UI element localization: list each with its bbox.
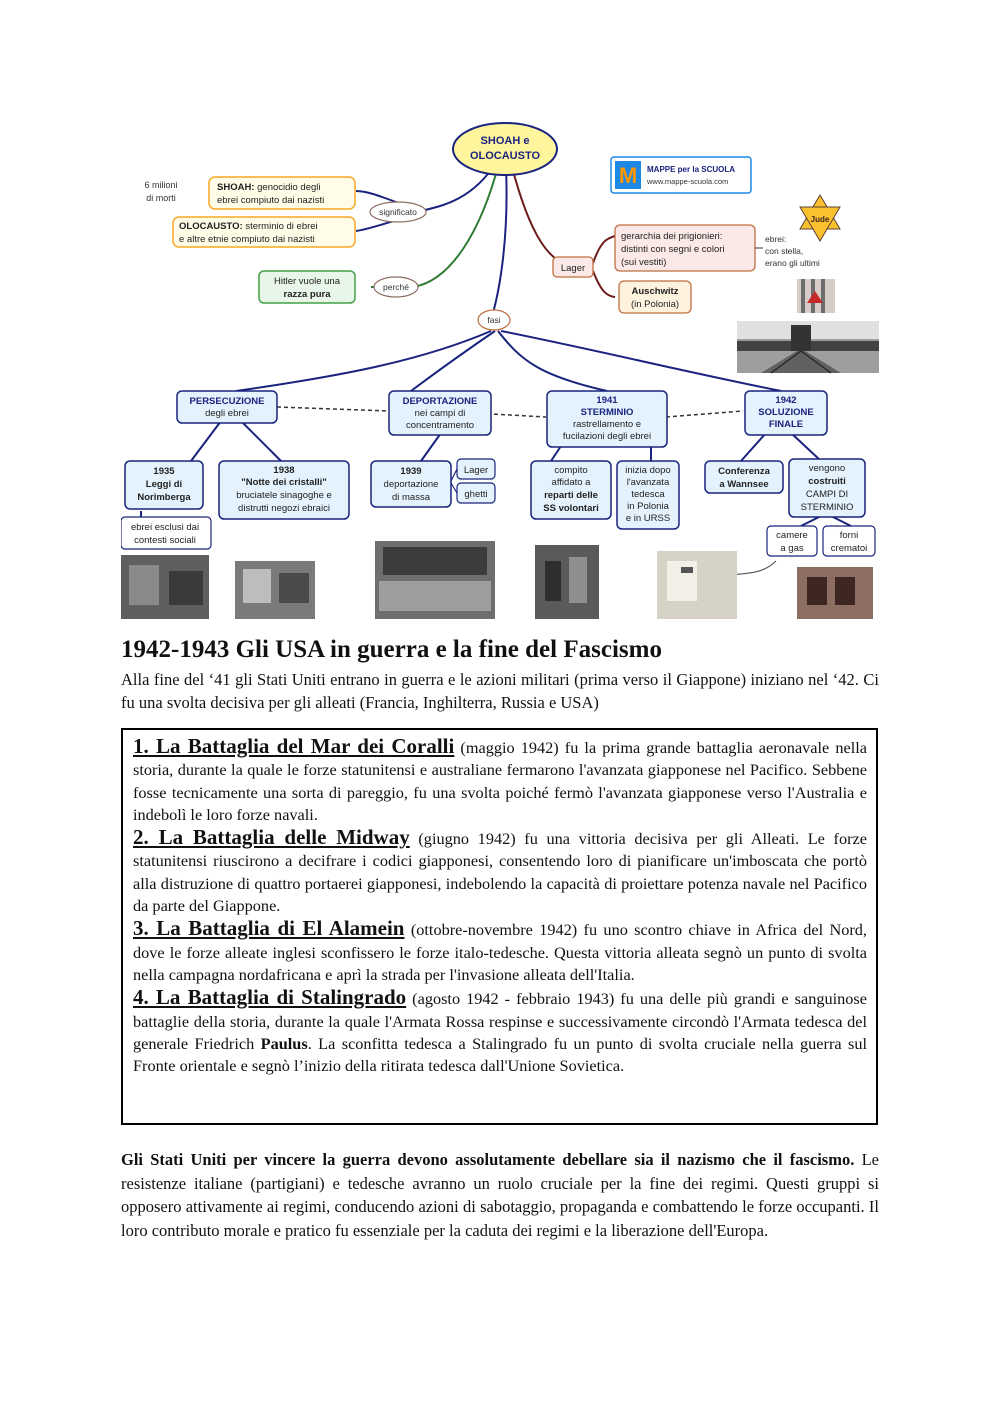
auschwitz-1: Auschwitz — [631, 286, 679, 297]
battle-4-bold: Paulus — [260, 1033, 308, 1053]
inizia-2: l'avanzata — [626, 477, 670, 488]
closing-paragraph — [121, 1148, 879, 1242]
intro-paragraph: Alla fine del ‘41 gli Stati Uniti entrano in guerra e le azioni militari (prima verso il Giappone) iniziano nel ‘42. Ci fu una svolta decisiva per gli alleati (Francia, Inghilterra, Russia e USA) — [121, 670, 879, 712]
compito-3: reparti delle — [544, 490, 598, 501]
shoah-line2: ebrei compiuto dai nazisti — [217, 195, 325, 206]
battle-1-title: 1. La Battaglia del Mar dei Coralli — [133, 734, 455, 758]
battle-4-text2: . La sconfitta tedesca a Stalingrado fu un punto di svolta cruciale nella guerra sul Fronte orientale e segnò l’inizio della ritirata tedesca dall'Unione Sovietica. — [133, 1033, 868, 1076]
fasi-label: fasi — [487, 315, 501, 325]
inizia-3: tedesca — [631, 489, 665, 500]
notte-4: distrutti negozi ebraici — [238, 503, 330, 514]
phase-4-sub1: SOLUZIONE — [758, 407, 814, 418]
six-million-1: 6 milioni — [144, 180, 178, 190]
page-title: 1942-1943 Gli USA in guerra e la fine del Fascismo — [121, 636, 662, 663]
center-node — [453, 123, 557, 175]
forni-1: forni — [839, 530, 859, 541]
perche-label: perché — [383, 282, 409, 292]
hitler-line2: razza pura — [283, 289, 331, 300]
photo-crematorium — [797, 567, 873, 619]
phase-3-sub2: rastrellamento e — [572, 419, 642, 430]
battle-2-title: 2. La Battaglia delle Midway — [133, 825, 410, 850]
closing-bold: Gli Stati Uniti per vincere la guerra devono assolutamente debellare sia il nazismo che il fascismo. — [121, 1150, 855, 1169]
svg-text:M: M — [618, 163, 638, 188]
shoah-rest: genocidio degli — [257, 182, 321, 193]
phase-2-title: DEPORTAZIONE — [402, 396, 478, 407]
ebrei-stella-1: ebrei: — [765, 234, 787, 244]
lager-label: Lager — [560, 263, 586, 274]
six-million-2: di morti — [146, 193, 176, 203]
compito-2: affidato a — [551, 477, 591, 488]
prisoner-uniform-image — [797, 279, 835, 313]
gerarchia-2: distinti con segni e colori — [621, 244, 725, 255]
wannsee-1: Conferenza — [718, 466, 770, 477]
notte-3: bruciatele sinagoghe e — [236, 490, 332, 501]
shoah-term: SHOAH: — [217, 182, 255, 193]
battle-2 — [133, 826, 867, 917]
mappe-logo — [611, 157, 751, 193]
camere-2: a gas — [780, 543, 804, 554]
olocausto-rest: sterminio di ebrei — [245, 221, 318, 232]
phase-1-title: PERSECUZIONE — [189, 396, 265, 407]
phase-4-sub2: FINALE — [768, 419, 804, 430]
ghetti-label: ghetti — [464, 489, 488, 500]
battle-4-title: 4. La Battaglia di Stalingrado — [133, 985, 407, 1010]
phase-3-title: 1941 — [596, 395, 618, 406]
ebrei-stella-2: con stella, — [765, 246, 804, 256]
inizia-4: in Polonia — [627, 501, 669, 512]
battle-4-text: (agosto 1942 - febbraio 1943) fu una delle più grandi e sanguinose battaglie della storia, durante la quale l'Armata Rossa respinse e successivamente circondò l'Armata tedesca del generale Friedrich — [133, 989, 867, 1053]
battle-1-text: (maggio 1942) fu la prima grande battaglia aeronavale nella storia, durante la quale le forze statunitensi e australiane fermarono l'avanzata giapponese nel Pacifico. Sebbene fosse tecnicamente una sorta di pareggio, fu una svolta poiché fermò l'avanzata giapponese verso l'Australia e indebolì le loro forze navali. — [133, 738, 867, 824]
gerarchia-1: gerarchia dei prigionieri: — [621, 231, 723, 242]
phase-4-title: 1942 — [775, 395, 797, 406]
photo-deportation-train — [375, 541, 495, 619]
vengono-4: STERMINIO — [800, 502, 854, 513]
center-line2: OLOCAUSTO — [469, 150, 541, 162]
ebrei-stella-3: erano gli ultimi — [765, 258, 820, 268]
dep1939-2: deportazione — [383, 479, 439, 490]
phase-2-sub1: nei campi di — [414, 408, 466, 419]
star-text: Jude — [810, 215, 830, 224]
logo-url: www.mappe-scuola.com — [647, 177, 729, 186]
auschwitz-gate-image — [737, 321, 879, 373]
wannsee-2: a Wannsee — [719, 479, 769, 490]
logo-title: MAPPE per la SCUOLA — [647, 165, 736, 174]
olocausto-term: OLOCAUSTO: — [179, 221, 243, 232]
compito-1: compito — [554, 465, 588, 476]
auschwitz-2: (in Polonia) — [630, 299, 680, 310]
center-line1: SHOAH e — [480, 135, 530, 147]
phase-2-sub2: concentramento — [405, 420, 475, 431]
inizia-5: e in URSS — [625, 513, 671, 524]
battle-4 — [133, 986, 867, 1077]
battle-1 — [133, 735, 867, 826]
leggi-1: 1935 — [153, 466, 175, 477]
phase-3-sub1: STERMINIO — [580, 407, 634, 418]
vengono-2: costruiti — [808, 476, 846, 487]
svg-text:SHOAH: genocidio degli — [217, 182, 321, 193]
vengono-3: CAMPI DI — [805, 489, 849, 500]
battle-3-text: (ottobre-novembre 1942) fu uno scontro chiave in Africa del Nord, dove le forze alleate inglesi sconfissero le forze italo-tedesche. Questa vittoria alleata segnò un punto di svolta nella campagna nordafricana e aprì la strada per l'invasione alleata dell'Italia. — [133, 920, 867, 984]
forni-2: crematoi — [830, 543, 868, 554]
battle-3 — [133, 917, 867, 986]
leggi-2: Leggi di — [145, 479, 183, 490]
battles-box — [121, 728, 878, 1125]
esclusi-2: contesti sociali — [134, 535, 196, 546]
gerarchia-3: (sui vestiti) — [621, 257, 667, 268]
hitler-line1: Hitler vuole una — [273, 276, 341, 287]
lager2-label: Lager — [463, 465, 489, 476]
esclusi-1: ebrei esclusi dai — [130, 522, 200, 533]
battle-2-text: (giugno 1942) fu una vittoria decisiva per gli Alleati. Le forze statunitensi riuscirono a decifrare i codici giapponesi, consentendo loro di pianificare un'imboscata che portò alla distruzione di quattro portaerei giapponesi, indebolendo la capacità di proiettare potenza navale nel Pacifico da parte del Giappone. — [133, 829, 867, 916]
photo-ghetto — [535, 545, 599, 619]
photo-broken-shop — [235, 561, 315, 619]
photo-persecution — [121, 555, 209, 619]
inizia-1: inizia dopo — [625, 465, 671, 476]
svg-text:OLOCAUSTO: sterminio di ebrei — [179, 221, 318, 232]
notte-1: 1938 — [273, 465, 295, 476]
photo-gas-chamber — [657, 551, 737, 619]
dep1939-1: 1939 — [400, 466, 422, 477]
dep1939-3: di massa — [391, 492, 431, 503]
olocausto-line2: e altre etnie compiuto dai nazisti — [179, 234, 315, 245]
compito-4: SS volontari — [543, 503, 599, 514]
battle-3-title: 3. La Battaglia di El Alamein — [133, 916, 405, 941]
camere-1: camere — [776, 530, 808, 541]
closing-text: Le resistenze italiane (partigiani) e tedesche avranno un ruolo cruciale per la fine dei regimi. Questi gruppi si opposero attivamente ai regimi, conducendo azioni di sabotaggio, propaganda e combattendo le forze occupanti. Il loro contributo morale e pratico fu essenziale per la caduta dei regimi e la liberazione dell'Europa. — [121, 1150, 880, 1240]
concept-map — [121, 121, 879, 621]
vengono-1: vengono — [808, 463, 846, 474]
leggi-3: Norimberga — [137, 492, 191, 503]
notte-2: "Notte dei cristalli" — [241, 477, 327, 488]
phase-3-sub3: fucilazioni degli ebrei — [562, 431, 652, 442]
significato-label: significato — [379, 207, 417, 217]
phase-1-sub: degli ebrei — [205, 408, 249, 419]
